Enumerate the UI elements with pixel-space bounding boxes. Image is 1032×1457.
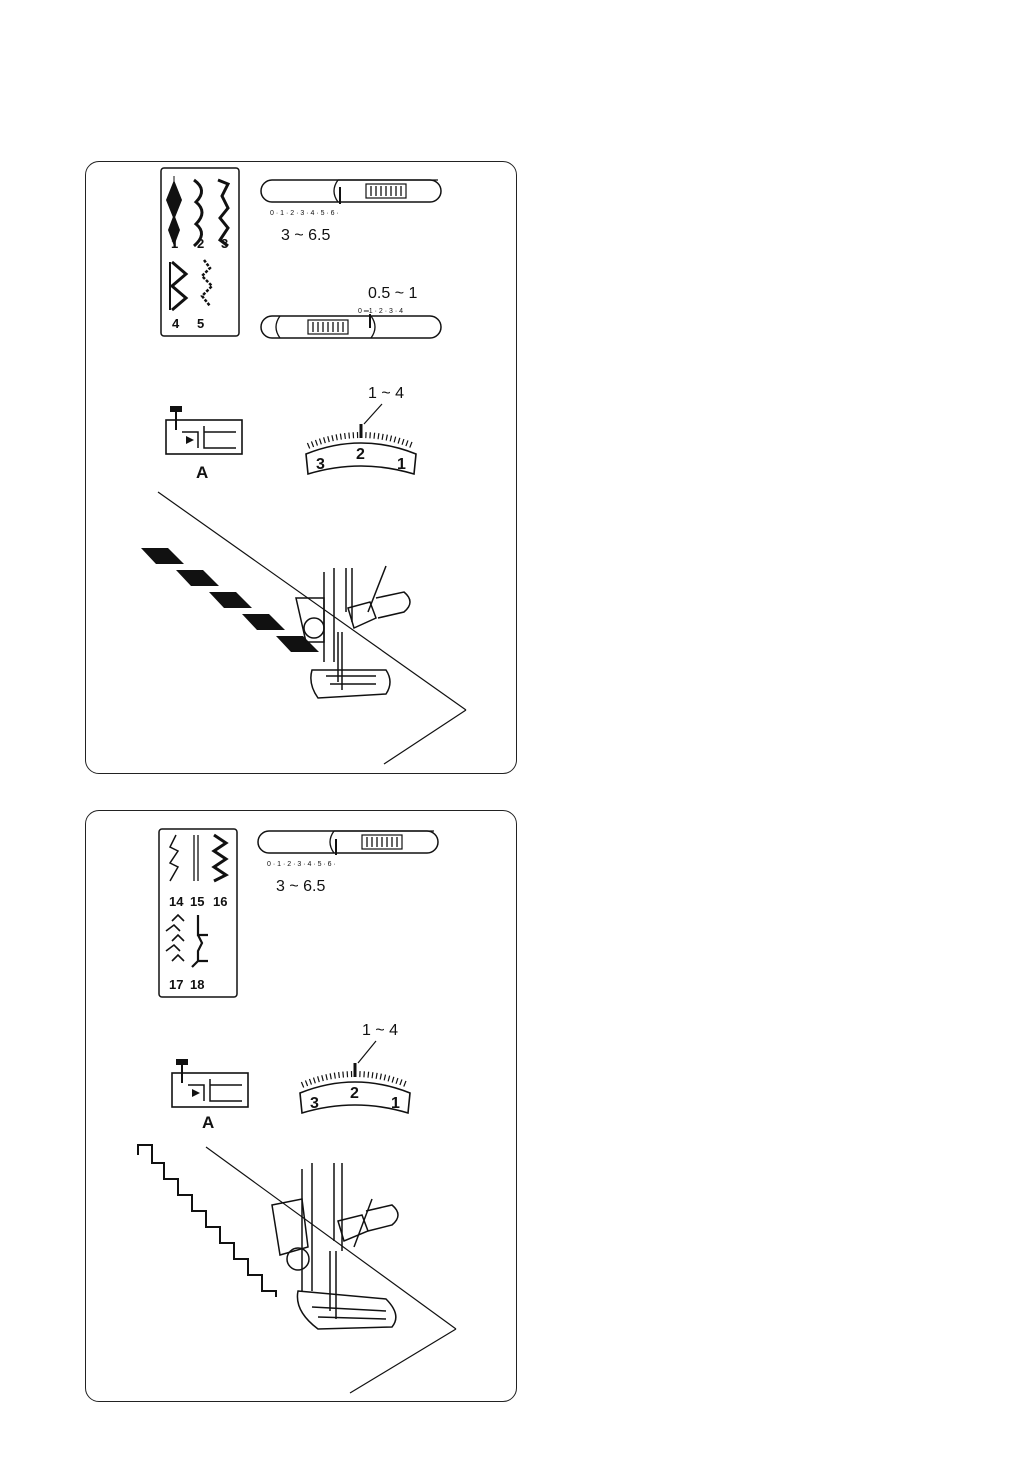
length-range-label: 0.5 ~ 1 (368, 285, 418, 302)
pattern-number-14: 14 (169, 894, 184, 909)
foot-label: A (202, 1113, 215, 1132)
stitch-width-slider (258, 831, 438, 855)
instruction-panel-bottom (85, 810, 517, 1402)
pattern-number-2: 2 (197, 236, 205, 251)
panel-bottom-illustrations (86, 811, 516, 1401)
pattern-number-3: 3 (221, 236, 229, 251)
stitch-length-slider (261, 314, 441, 338)
pattern-number-18: 18 (190, 977, 205, 992)
dial-number-1: 1 (391, 1095, 400, 1112)
width-range-label: 3 ~ 6.5 (276, 878, 326, 895)
stitch-width-slider (261, 180, 441, 204)
width-scale: 0 · 1 · 2 · 3 · 4 · 5 · 6 · (267, 861, 336, 868)
foot-label: A (196, 463, 209, 482)
pattern-number-4: 4 (172, 316, 180, 331)
pattern-number-16: 16 (213, 894, 228, 909)
dial-number-1: 1 (397, 456, 406, 473)
length-scale: 0 ═1 · 2 · 3 · 4 (358, 308, 404, 315)
dial-number-3: 3 (316, 456, 325, 473)
presser-foot-a-icon (172, 1059, 248, 1107)
dial-number-3: 3 (310, 1095, 319, 1112)
dial-number-2: 2 (356, 446, 365, 463)
width-range-label: 3 ~ 6.5 (281, 227, 331, 244)
pattern-number-15: 15 (190, 894, 205, 909)
panel-top-illustrations (86, 162, 516, 773)
pattern-number-5: 5 (197, 316, 205, 331)
sewing-foot-illustration (141, 492, 466, 764)
dial-number-2: 2 (350, 1085, 359, 1102)
instruction-panel-top (85, 161, 517, 774)
tension-range-label: 1 ~ 4 (362, 1022, 399, 1039)
pattern-number-17: 17 (169, 977, 184, 992)
sewing-foot-illustration (138, 1145, 456, 1393)
stitch-pattern-box (159, 829, 237, 997)
stitch-pattern-box (161, 168, 239, 336)
tension-range-label: 1 ~ 4 (368, 385, 405, 402)
presser-foot-a-icon (166, 406, 242, 454)
width-scale: 0 · 1 · 2 · 3 · 4 · 5 · 6 · (270, 210, 339, 217)
pattern-number-1: 1 (171, 236, 179, 251)
